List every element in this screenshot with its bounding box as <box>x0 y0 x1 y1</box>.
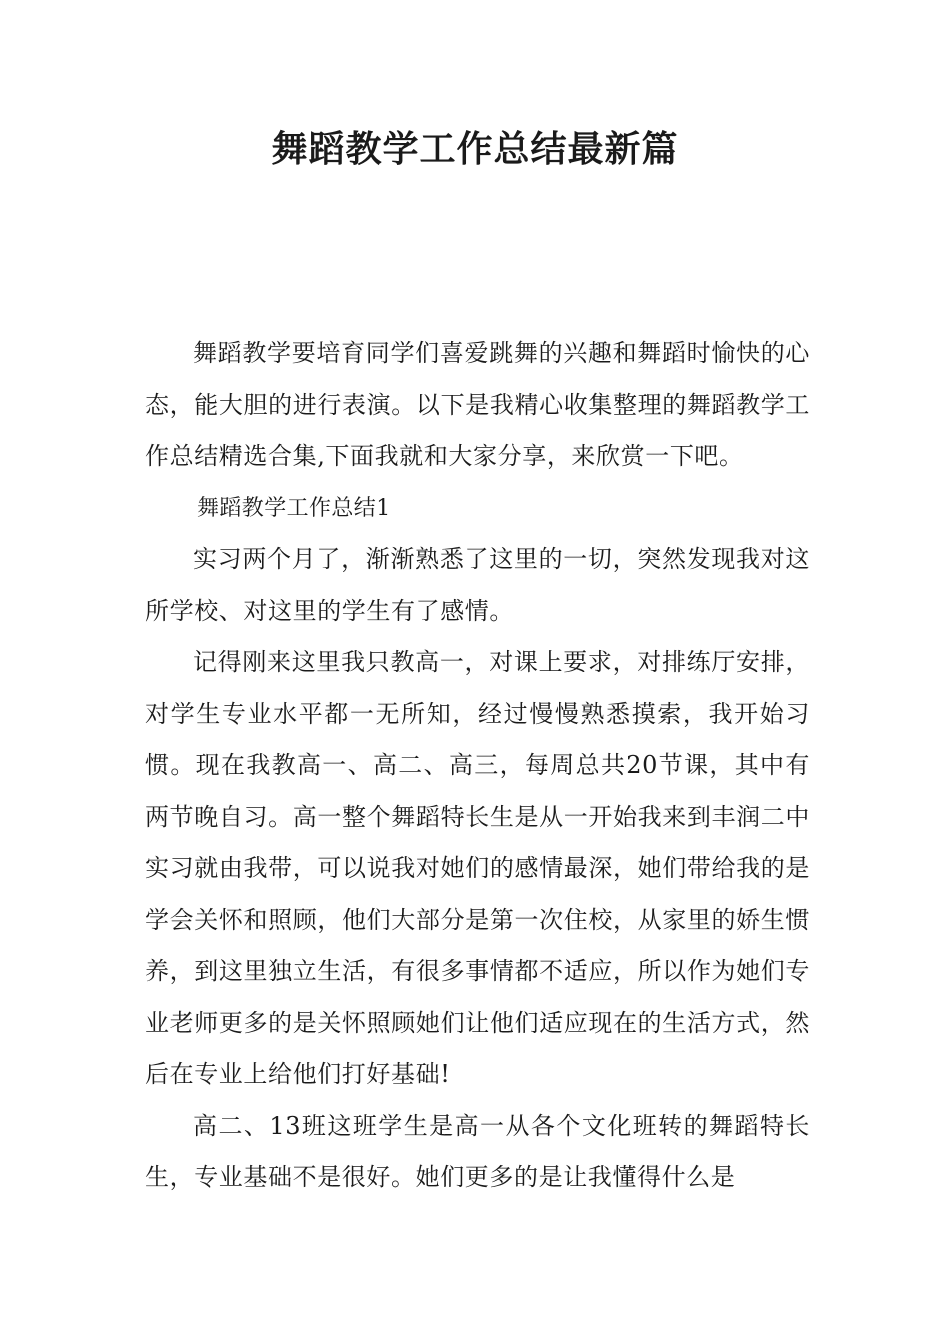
body-paragraph: 高二、13班这班学生是高一从各个文化班转的舞蹈特长生，专业基础不是很好。她们更多的是让我懂得什么是 <box>145 1111 810 1191</box>
intro-paragraph: 舞蹈教学要培育同学们喜爱跳舞的兴趣和舞蹈时愉快的心态，能大胆的进行表演。以下是我精心收集整理的舞蹈教学工作总结精选合集,下面我就和大家分享，来欣赏一下吧。 <box>145 339 810 470</box>
document-title: 舞蹈教学工作总结最新篇 <box>271 129 679 170</box>
body-paragraph: 实习两个月了，渐渐熟悉了这里的一切，突然发现我对这所学校、对这里的学生有了感情。 <box>145 545 810 625</box>
body-paragraph: 记得刚来这里我只教高一，对课上要求，对排练厅安排，对学生专业水平都一无所知，经过慢慢熟悉摸索，我开始习惯。现在我教高一、高二、高三，每周总共20节课，其中有两节晚自习。高一整个舞蹈特长生是从一开始我来到丰润二中实习就由我带，可以说我对她们的感情最深，她们带给我的是学会关怀和照顾，他们大部分是第一次住校，从家里的娇生惯养，到这里独立生活，有很多事情都不适应，所以作为她们专业老师更多的是关怀照顾她们让他们适应现在的生活方式，然后在专业上给他们打好基础! <box>145 648 810 1088</box>
document-body <box>145 328 810 1204</box>
section-heading: 舞蹈教学工作总结1 <box>197 495 391 521</box>
